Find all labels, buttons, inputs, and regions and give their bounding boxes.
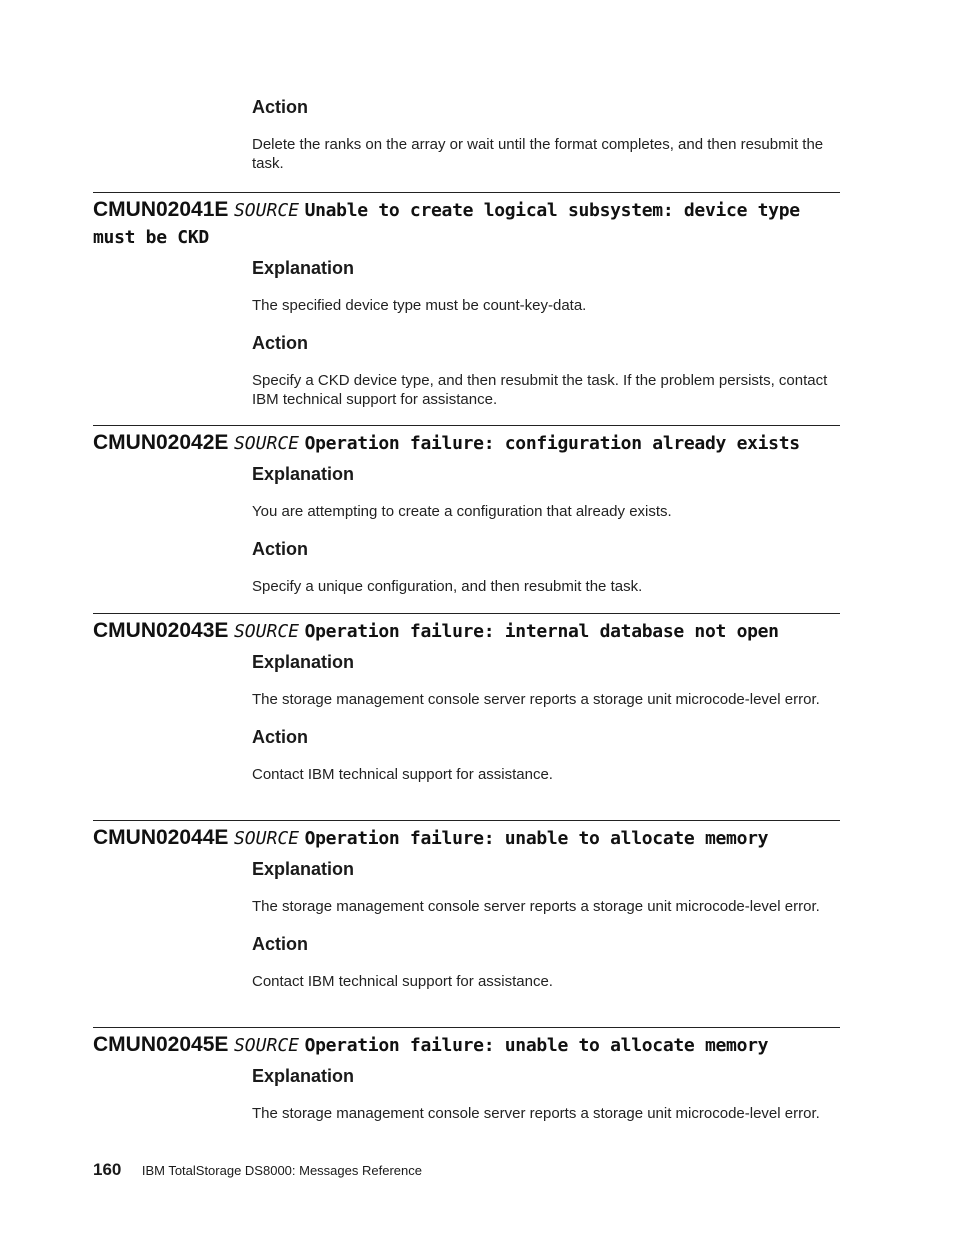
entry-title: [93, 821, 840, 852]
message-code: CMUN02041E: [93, 198, 229, 221]
message-code: CMUN02042E: [93, 431, 229, 454]
entry-body: [252, 463, 842, 596]
entry-body: [252, 1065, 842, 1123]
message-source: SOURCE: [233, 200, 299, 221]
message-text: Operation failure: unable to allocate memory: [304, 828, 769, 849]
explanation-heading: Explanation: [252, 1066, 355, 1086]
action-heading: Action: [252, 333, 308, 353]
action-text: Delete the ranks on the array or wait until the format completes, and then resubmit the task.: [252, 136, 824, 172]
message-entry: [93, 613, 840, 784]
entry-title: [93, 193, 840, 251]
entry-title: [93, 614, 840, 645]
message-source: SOURCE: [233, 1035, 299, 1056]
message-text: Unable to create logical subsystem: device type must be CKD: [93, 200, 800, 248]
explanation-text: The specified device type must be count-key-data.: [252, 297, 587, 314]
page-number: 160: [93, 1160, 122, 1179]
entry-title: [93, 426, 840, 457]
action-heading: Action: [252, 934, 308, 954]
explanation-text: The storage management console server reports a storage unit microcode-level error.: [252, 1105, 820, 1122]
action-heading: Action: [252, 539, 308, 559]
entry-body: [252, 651, 842, 784]
explanation-text: The storage management console server reports a storage unit microcode-level error.: [252, 898, 820, 915]
message-code: CMUN02043E: [93, 619, 229, 642]
intro-action-block: [252, 96, 842, 173]
footer-title: IBM TotalStorage DS8000: Messages Reference: [141, 1163, 422, 1178]
message-source: SOURCE: [233, 828, 299, 849]
action-text: Specify a CKD device type, and then resubmit the task. If the problem persists, contact IBM technical support for assistance.: [252, 372, 828, 408]
page-footer: [93, 1160, 840, 1180]
message-code: CMUN02045E: [93, 1033, 229, 1056]
explanation-text: The storage management console server reports a storage unit microcode-level error.: [252, 691, 820, 708]
entry-body: [252, 858, 842, 991]
action-text: Contact IBM technical support for assistance.: [252, 766, 553, 783]
message-text: Operation failure: configuration already exists: [304, 433, 800, 454]
explanation-text: You are attempting to create a configuration that already exists.: [252, 503, 672, 520]
message-entry: [93, 425, 840, 596]
message-source: SOURCE: [233, 621, 299, 642]
explanation-heading: Explanation: [252, 859, 355, 879]
action-heading: Action: [252, 97, 308, 117]
action-text: Specify a unique configuration, and then resubmit the task.: [252, 578, 643, 595]
explanation-heading: Explanation: [252, 464, 355, 484]
action-heading: Action: [252, 727, 308, 747]
message-entry: [93, 1027, 840, 1123]
message-entry: [93, 192, 840, 409]
entry-body: [252, 257, 842, 409]
entry-title: [93, 1028, 840, 1059]
message-source: SOURCE: [233, 433, 299, 454]
explanation-heading: Explanation: [252, 258, 355, 278]
message-text: Operation failure: internal database not open: [304, 621, 779, 642]
message-entry: [93, 820, 840, 991]
explanation-heading: Explanation: [252, 652, 355, 672]
message-text: Operation failure: unable to allocate memory: [304, 1035, 769, 1056]
message-code: CMUN02044E: [93, 826, 229, 849]
action-text: Contact IBM technical support for assistance.: [252, 973, 553, 990]
